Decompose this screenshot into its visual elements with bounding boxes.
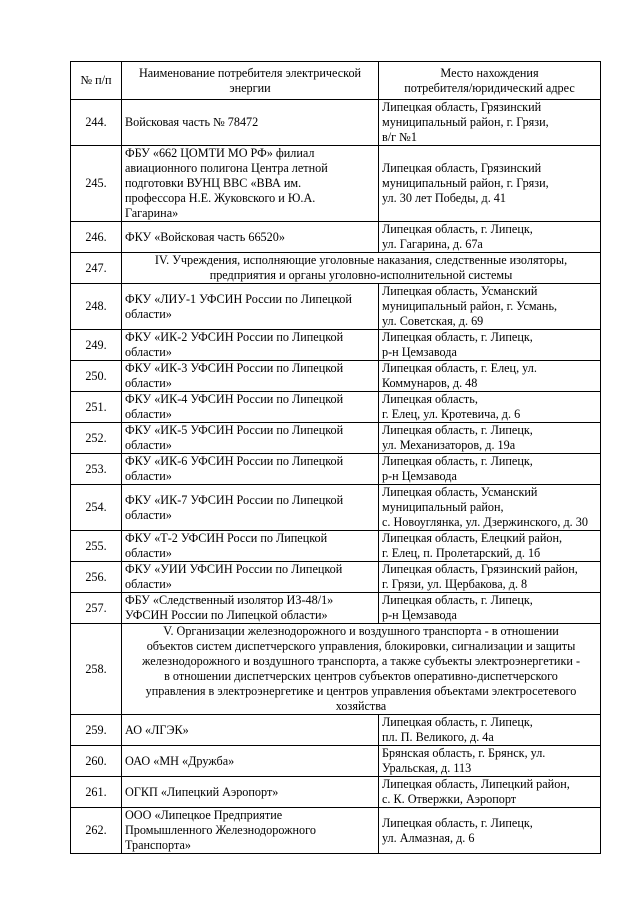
- table-row: [71, 423, 601, 454]
- consumer-name: ОАО «МН «Дружба»: [122, 746, 379, 777]
- row-number: 250.: [71, 361, 122, 392]
- table-row: [71, 485, 601, 531]
- consumer-name: АО «ЛГЭК»: [122, 715, 379, 746]
- row-number: 247.: [71, 253, 122, 284]
- consumer-address: Липецкая область, г. Липецк, пл. П. Великого, д. 4а: [379, 715, 601, 746]
- consumer-name: ФКУ «Войсковая часть 66520»: [122, 222, 379, 253]
- table-row: [71, 562, 601, 593]
- section-row: [71, 624, 601, 715]
- row-number: 259.: [71, 715, 122, 746]
- table-row: [71, 531, 601, 562]
- consumer-name: ОГКП «Липецкий Аэропорт»: [122, 777, 379, 808]
- table-row: [71, 330, 601, 361]
- consumer-address: Липецкая область, Грязинский муниципальный район, г. Грязи, ул. 30 лет Победы, д. 41: [379, 146, 601, 222]
- row-number: 254.: [71, 485, 122, 531]
- consumer-address: Липецкая область, Усманский муниципальный район, с. Новоуглянка, ул. Дзержинского, д. 30: [379, 485, 601, 531]
- row-number: 245.: [71, 146, 122, 222]
- consumer-address: Липецкая область, г. Липецк, ул. Алмазная, д. 6: [379, 808, 601, 854]
- row-number: 257.: [71, 593, 122, 624]
- row-number: 252.: [71, 423, 122, 454]
- consumer-address: Липецкая область, Липецкий район, с. К. Отвержки, Аэропорт: [379, 777, 601, 808]
- consumer-name: ООО «Липецкое Предприятие Промышленного Железнодорожного Транспорта»: [122, 808, 379, 854]
- consumer-name: ФБУ «Следственный изолятор ИЗ-48/1» УФСИН России по Липецкой области»: [122, 593, 379, 624]
- table-row: [71, 746, 601, 777]
- consumer-address: Липецкая область, г. Липецк, р-н Цемзавода: [379, 330, 601, 361]
- consumer-address: Липецкая область, Елецкий район, г. Елец, п. Пролетарский, д. 1б: [379, 531, 601, 562]
- row-number: 253.: [71, 454, 122, 485]
- table-row: [71, 361, 601, 392]
- consumer-name: ФКУ «УИИ УФСИН России по Липецкой области»: [122, 562, 379, 593]
- row-number: 256.: [71, 562, 122, 593]
- table-row: [71, 222, 601, 253]
- row-number: 249.: [71, 330, 122, 361]
- consumer-address: Липецкая область, Грязинский район, г. Грязи, ул. Щербакова, д. 8: [379, 562, 601, 593]
- row-number: 260.: [71, 746, 122, 777]
- row-number: 255.: [71, 531, 122, 562]
- table-row: [71, 808, 601, 854]
- consumer-address: Брянская область, г. Брянск, ул. Уральская, д. 113: [379, 746, 601, 777]
- section-heading: IV. Учреждения, исполняющие уголовные наказания, следственные изоляторы, предприятия и органы уголовно-исполнительной системы: [122, 253, 601, 284]
- consumer-address: Липецкая область, г. Елец, ул. Кротевича, д. 6: [379, 392, 601, 423]
- consumer-name: Войсковая часть № 78472: [122, 100, 379, 146]
- table-row: [71, 715, 601, 746]
- consumer-name: ФКУ «ЛИУ-1 УФСИН России по Липецкой области»: [122, 284, 379, 330]
- consumer-name: ФКУ «ИК-7 УФСИН России по Липецкой области»: [122, 485, 379, 531]
- table-row: [71, 454, 601, 485]
- row-number: 262.: [71, 808, 122, 854]
- consumer-name: ФКУ «ИК-6 УФСИН России по Липецкой области»: [122, 454, 379, 485]
- row-number: 246.: [71, 222, 122, 253]
- row-number: 244.: [71, 100, 122, 146]
- consumer-address: Липецкая область, г. Липецк, ул. Гагарина, д. 67а: [379, 222, 601, 253]
- consumer-address: Липецкая область, г. Елец, ул. Коммунаров, д. 48: [379, 361, 601, 392]
- consumer-name: ФБУ «662 ЦОМТИ МО РФ» филиал авиационного полигона Центра летной подготовки ВУНЦ ВВС «ВВА им. профессора Н.Е. Жуковского и Ю.А. Гагарина»: [122, 146, 379, 222]
- consumer-name: ФКУ «ИК-2 УФСИН России по Липецкой области»: [122, 330, 379, 361]
- header-num: № п/п: [71, 62, 122, 100]
- consumer-address: Липецкая область, г. Липецк, р-н Цемзавода: [379, 593, 601, 624]
- table-row: [71, 284, 601, 330]
- header-address: Место нахождения потребителя/юридический адрес: [379, 62, 601, 100]
- section-row: [71, 253, 601, 284]
- table-row: [71, 777, 601, 808]
- consumer-name: ФКУ «Т-2 УФСИН Росси по Липецкой области»: [122, 531, 379, 562]
- consumer-name: ФКУ «ИК-3 УФСИН России по Липецкой области»: [122, 361, 379, 392]
- consumer-name: ФКУ «ИК-5 УФСИН России по Липецкой области»: [122, 423, 379, 454]
- consumer-address: Липецкая область, г. Липецк, р-н Цемзавода: [379, 454, 601, 485]
- table-header-row: [71, 62, 601, 100]
- row-number: 261.: [71, 777, 122, 808]
- header-name: Наименование потребителя электрической энергии: [122, 62, 379, 100]
- table-row: [71, 392, 601, 423]
- section-heading: V. Организации железнодорожного и воздушного транспорта - в отношении объектов систем диспетчерского управления, блокировки, сигнализации и защиты железнодорожного и воздушного транспорта, а также субъекты электроэнергетики - в отношении диспетчерских центров субъектов оперативно-диспетчерского управления в электроэнергетике и центров управления объектами электросетевого хозяйства: [122, 624, 601, 715]
- row-number: 251.: [71, 392, 122, 423]
- table-row: [71, 593, 601, 624]
- consumer-address: Липецкая область, Грязинский муниципальный район, г. Грязи, в/г №1: [379, 100, 601, 146]
- consumer-address: Липецкая область, г. Липецк, ул. Механизаторов, д. 19а: [379, 423, 601, 454]
- table-body: [71, 100, 601, 854]
- consumer-name: ФКУ «ИК-4 УФСИН России по Липецкой области»: [122, 392, 379, 423]
- consumers-table: [70, 61, 601, 854]
- table-row: [71, 100, 601, 146]
- row-number: 248.: [71, 284, 122, 330]
- consumer-address: Липецкая область, Усманский муниципальный район, г. Усмань, ул. Советская, д. 69: [379, 284, 601, 330]
- row-number: 258.: [71, 624, 122, 715]
- table-row: [71, 146, 601, 222]
